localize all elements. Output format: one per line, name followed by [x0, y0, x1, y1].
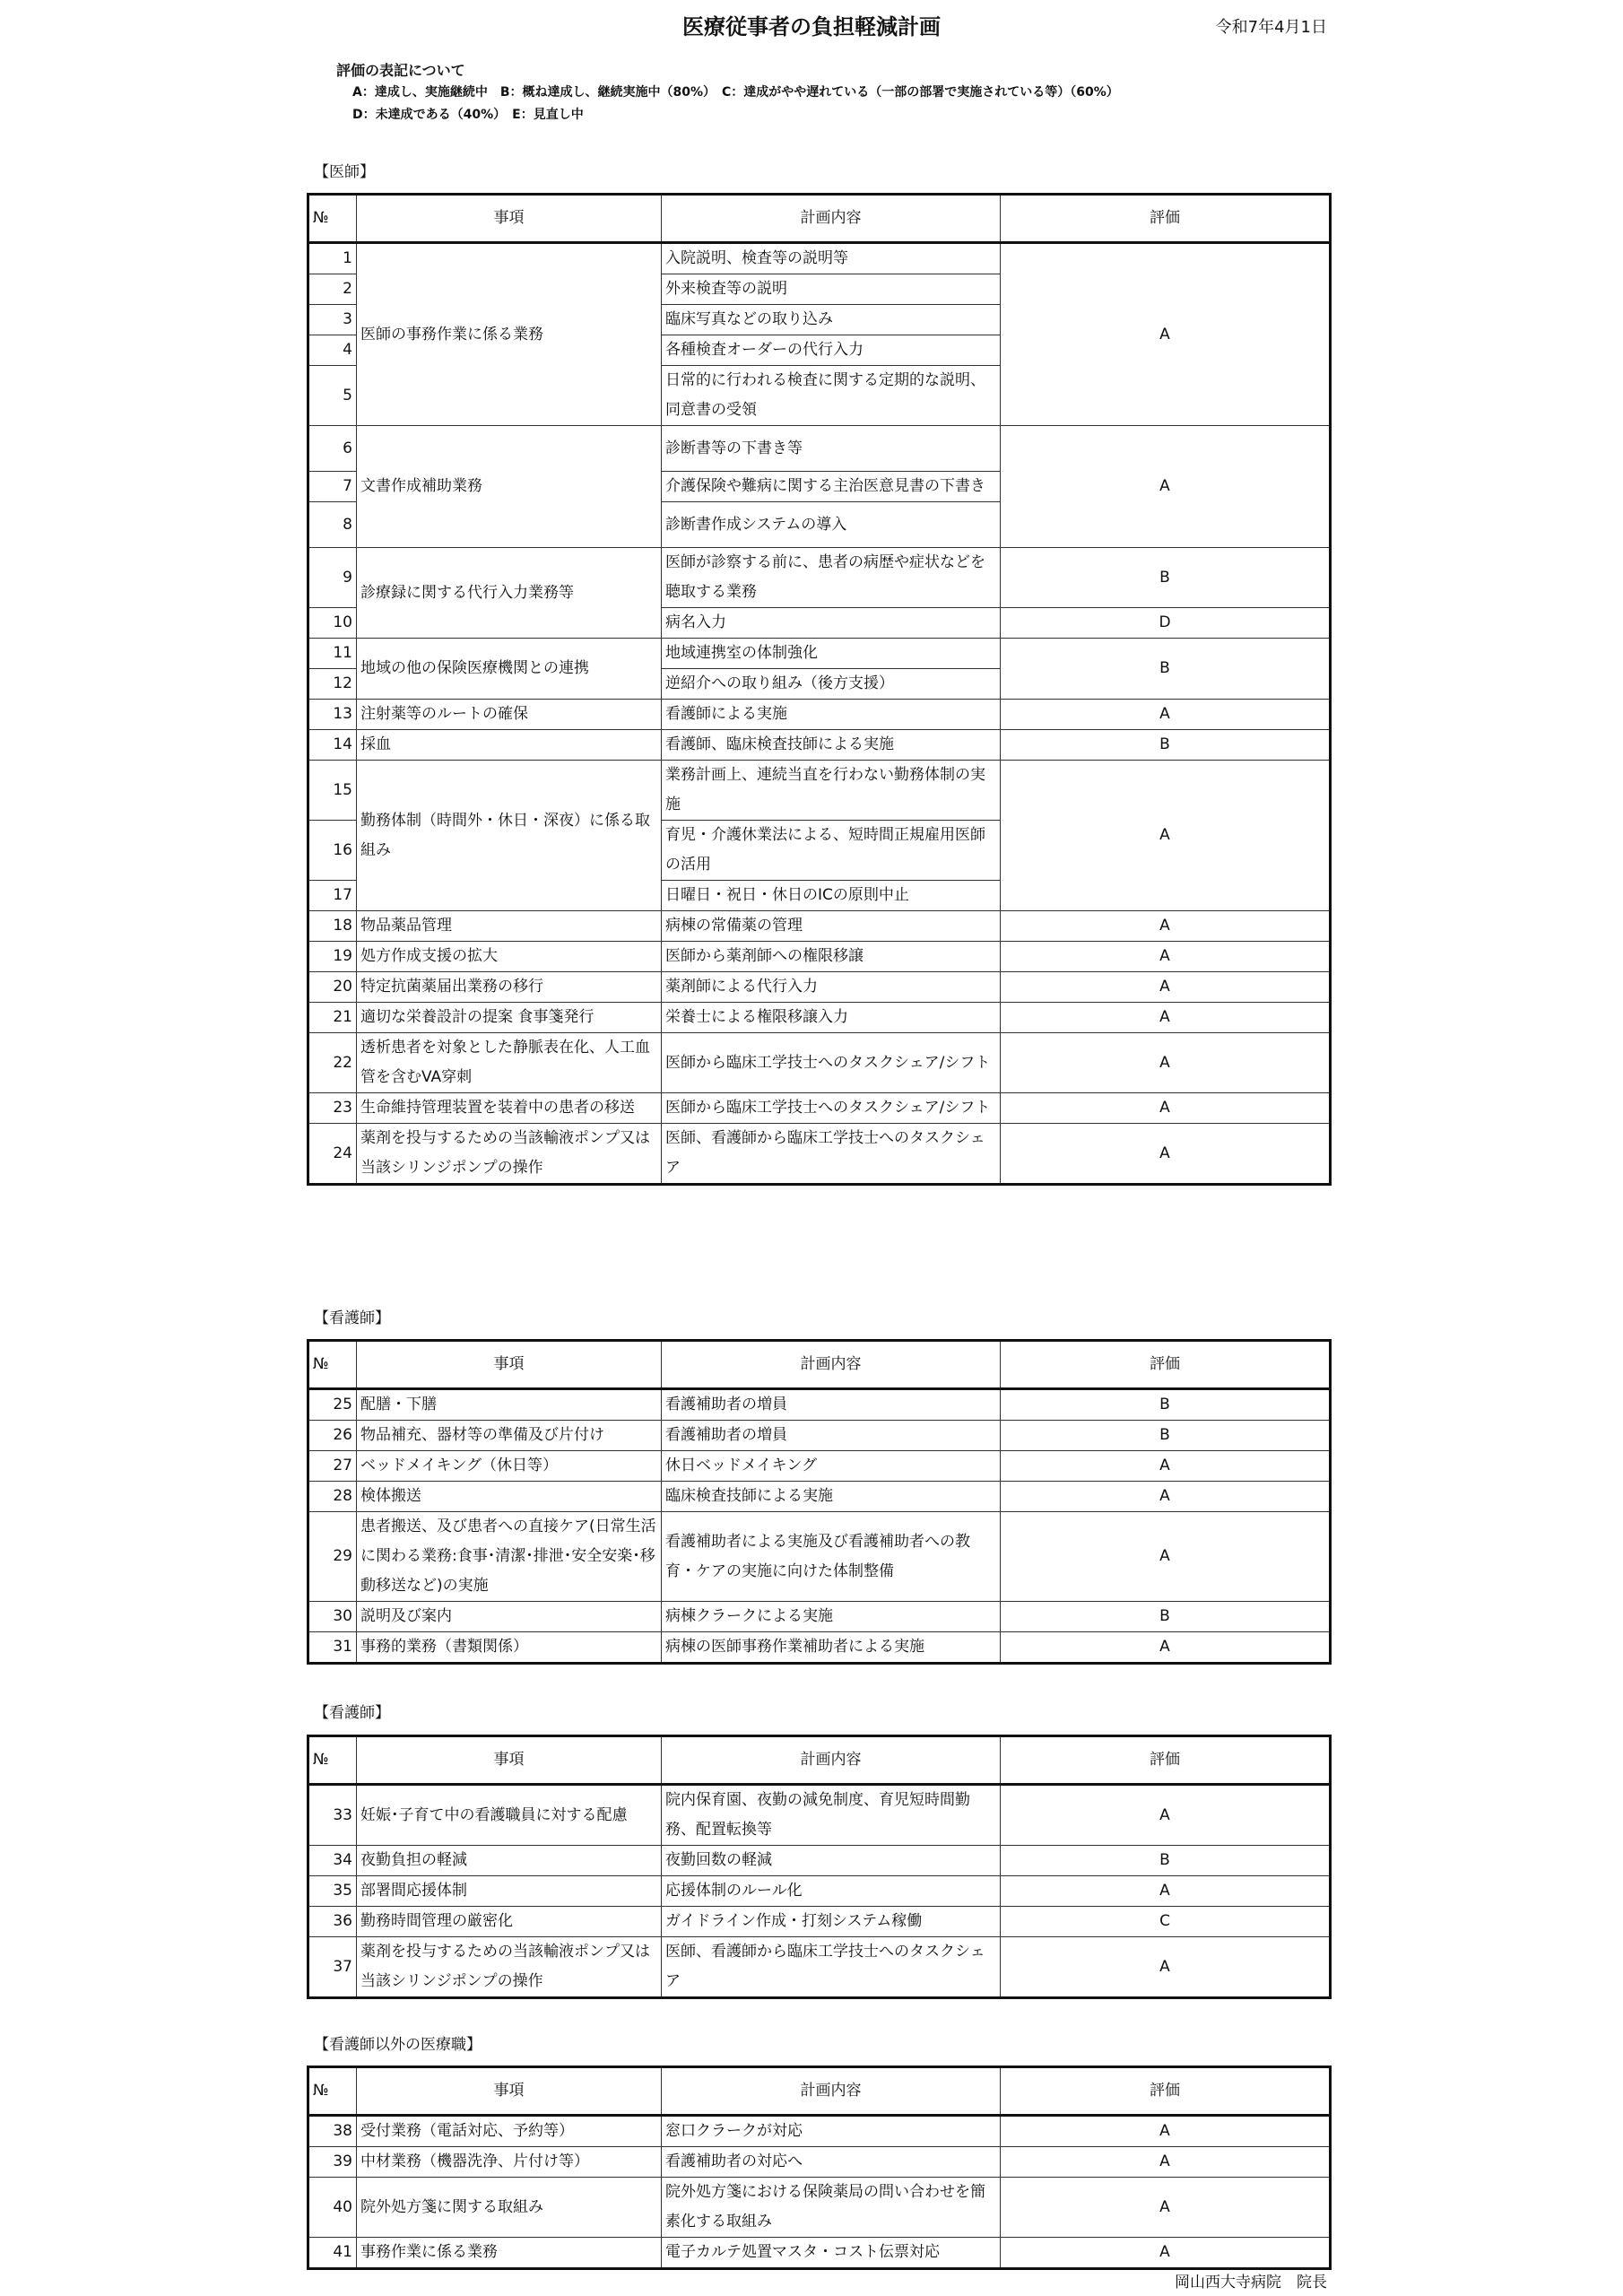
- header-eval: 評価: [1001, 195, 1331, 243]
- table-row: [308, 972, 1331, 1003]
- table-row: [308, 639, 1331, 669]
- row-plan: 医師から薬剤師への権限移譲: [662, 942, 1001, 972]
- row-plan: 介護保険や難病に関する主治医意見書の下書き: [662, 472, 1001, 502]
- row-no: 4: [308, 335, 357, 366]
- row-no: 15: [308, 761, 357, 821]
- row-item: 部署間応援体制: [357, 1876, 662, 1907]
- row-eval: D: [1001, 608, 1331, 639]
- row-eval: A: [1001, 972, 1331, 1003]
- row-eval: A: [1001, 1003, 1331, 1033]
- header-plan: 計画内容: [662, 195, 1001, 243]
- section-label-nurse: 【看護師】: [314, 1309, 390, 1327]
- row-plan: 病棟の医師事務作業補助者による実施: [662, 1632, 1001, 1664]
- row-plan: 応援体制のルール化: [662, 1876, 1001, 1907]
- row-plan: 栄養士による権限移譲入力: [662, 1003, 1001, 1033]
- row-plan: 病名入力: [662, 608, 1001, 639]
- table-nurse-2: [307, 1735, 1332, 1999]
- table-doctor: [307, 193, 1332, 1186]
- row-item: 説明及び案内: [357, 1602, 662, 1632]
- row-item: 注射薬等のルートの確保: [357, 700, 662, 730]
- row-no: 3: [308, 305, 357, 335]
- row-item: 処方作成支援の拡大: [357, 942, 662, 972]
- row-eval: A: [1001, 1876, 1331, 1907]
- table-row: [308, 730, 1331, 761]
- row-item: 検体搬送: [357, 1482, 662, 1512]
- header-item: 事項: [357, 1736, 662, 1785]
- row-eval: A: [1001, 426, 1331, 548]
- header-no: №: [308, 1341, 357, 1389]
- table-row: [308, 2147, 1331, 2178]
- header-plan: 計画内容: [662, 2067, 1001, 2116]
- table-row: [308, 1907, 1331, 1937]
- row-item: 適切な栄養設計の提案 食事箋発行: [357, 1003, 662, 1033]
- row-item: 物品薬品管理: [357, 911, 662, 942]
- table-nurse: [307, 1339, 1332, 1665]
- section-label-other-medical: 【看護師以外の医療職】: [314, 2036, 482, 2054]
- row-plan: 臨床検査技師による実施: [662, 1482, 1001, 1512]
- row-item: 地域の他の保険医療機関との連携: [357, 639, 662, 700]
- row-plan: 病棟クラークによる実施: [662, 1602, 1001, 1632]
- row-item: 透析患者を対象とした静脈表在化、人工血管を含むVA穿刺: [357, 1033, 662, 1093]
- row-no: 1: [308, 243, 357, 274]
- row-plan: 看護師、臨床検査技師による実施: [662, 730, 1001, 761]
- row-eval: A: [1001, 2147, 1331, 2178]
- table-row: [308, 1124, 1331, 1185]
- table-row: [308, 1876, 1331, 1907]
- table-row: [308, 1785, 1331, 1846]
- row-item: 物品補充、器材等の準備及び片付け: [357, 1421, 662, 1451]
- table-row: [308, 1389, 1331, 1421]
- header-item: 事項: [357, 2067, 662, 2116]
- row-plan: 看護補助者の増員: [662, 1389, 1001, 1421]
- row-no: 23: [308, 1093, 357, 1124]
- row-plan: 薬剤師による代行入力: [662, 972, 1001, 1003]
- row-plan: 外来検査等の説明: [662, 274, 1001, 305]
- row-eval: B: [1001, 730, 1331, 761]
- row-no: 34: [308, 1846, 357, 1876]
- table-row: [308, 1033, 1331, 1093]
- row-no: 26: [308, 1421, 357, 1451]
- row-eval: A: [1001, 2178, 1331, 2238]
- row-item: 生命維持管理装置を装着中の患者の移送: [357, 1093, 662, 1124]
- row-item: 勤務時間管理の厳密化: [357, 1907, 662, 1937]
- table-row: [308, 911, 1331, 942]
- footer-signature: 岡山西大寺病院 院長: [1175, 2274, 1327, 2292]
- header-no: №: [308, 2067, 357, 2116]
- row-no: 36: [308, 1907, 357, 1937]
- row-plan: 医師から臨床工学技士へのタスクシェア/シフト: [662, 1093, 1001, 1124]
- table-row: [308, 2238, 1331, 2269]
- row-plan: 育児・介護休業法による、短時間正規雇用医師の活用: [662, 821, 1001, 881]
- row-no: 8: [308, 502, 357, 548]
- row-eval: A: [1001, 1482, 1331, 1512]
- row-item: 院外処方箋に関する取組み: [357, 2178, 662, 2238]
- row-no: 24: [308, 1124, 357, 1185]
- row-eval: A: [1001, 1512, 1331, 1602]
- row-item: 薬剤を投与するための当該輸液ポンプ又は当該シリンジポンプの操作: [357, 1937, 662, 1998]
- row-no: 12: [308, 669, 357, 700]
- header-plan: 計画内容: [662, 1736, 1001, 1785]
- row-eval: A: [1001, 2238, 1331, 2269]
- row-plan: 臨床写真などの取り込み: [662, 305, 1001, 335]
- row-no: 31: [308, 1632, 357, 1664]
- row-plan: 夜勤回数の軽減: [662, 1846, 1001, 1876]
- row-eval: A: [1001, 942, 1331, 972]
- header-eval: 評価: [1001, 2067, 1331, 2116]
- header-eval: 評価: [1001, 1736, 1331, 1785]
- row-no: 14: [308, 730, 357, 761]
- row-item: 採血: [357, 730, 662, 761]
- row-no: 41: [308, 2238, 357, 2269]
- row-no: 40: [308, 2178, 357, 2238]
- row-no: 37: [308, 1937, 357, 1998]
- row-no: 33: [308, 1785, 357, 1846]
- row-no: 35: [308, 1876, 357, 1907]
- row-plan: 看護補助者の増員: [662, 1421, 1001, 1451]
- row-no: 27: [308, 1451, 357, 1482]
- row-eval: A: [1001, 1124, 1331, 1185]
- row-no: 21: [308, 1003, 357, 1033]
- table-row: [308, 1602, 1331, 1632]
- row-plan: 診断書等の下書き等: [662, 426, 1001, 472]
- row-no: 7: [308, 472, 357, 502]
- row-plan: 院外処方箋における保険薬局の問い合わせを簡素化する取組み: [662, 2178, 1001, 2238]
- row-plan: 医師、看護師から臨床工学技士へのタスクシェア: [662, 1937, 1001, 1998]
- row-plan: 病棟の常備薬の管理: [662, 911, 1001, 942]
- row-no: 29: [308, 1512, 357, 1602]
- header-eval: 評価: [1001, 1341, 1331, 1389]
- row-item: 医師の事務作業に係る業務: [357, 243, 662, 426]
- row-item: 配膳・下膳: [357, 1389, 662, 1421]
- table-row: [308, 1632, 1331, 1664]
- header-no: №: [308, 195, 357, 243]
- section-label-doctor: 【医師】: [314, 163, 375, 181]
- table-row: [308, 1093, 1331, 1124]
- table-row: [308, 1003, 1331, 1033]
- row-plan: 医師から臨床工学技士へのタスクシェア/シフト: [662, 1033, 1001, 1093]
- row-item: 勤務体制（時間外・休日・深夜）に係る取組み: [357, 761, 662, 911]
- row-eval: A: [1001, 700, 1331, 730]
- table-row: [308, 2116, 1331, 2147]
- row-eval: A: [1001, 1632, 1331, 1664]
- row-plan: 日常的に行われる検査に関する定期的な説明、同意書の受領: [662, 366, 1001, 426]
- row-no: 25: [308, 1389, 357, 1421]
- row-item: 夜勤負担の軽減: [357, 1846, 662, 1876]
- row-item: 受付業務（電話対応、予約等）: [357, 2116, 662, 2147]
- row-no: 11: [308, 639, 357, 669]
- row-eval: B: [1001, 1846, 1331, 1876]
- evaluation-legend: [336, 59, 1119, 126]
- row-plan: 看護補助者の対応へ: [662, 2147, 1001, 2178]
- row-no: 16: [308, 821, 357, 881]
- row-eval: A: [1001, 1451, 1331, 1482]
- row-eval: B: [1001, 548, 1331, 608]
- row-no: 28: [308, 1482, 357, 1512]
- row-no: 18: [308, 911, 357, 942]
- row-plan: 逆紹介への取り組み（後方支援）: [662, 669, 1001, 700]
- row-eval: C: [1001, 1907, 1331, 1937]
- document-date: 令和7年4月1日: [1215, 18, 1327, 37]
- table-row: [308, 700, 1331, 730]
- row-plan: 窓口クラークが対応: [662, 2116, 1001, 2147]
- table-other-medical: [307, 2066, 1332, 2270]
- row-no: 39: [308, 2147, 357, 2178]
- table-row: [308, 1482, 1331, 1512]
- row-plan: 医師が診察する前に、患者の病歴や症状などを聴取する業務: [662, 548, 1001, 608]
- row-no: 17: [308, 881, 357, 911]
- table-row: [308, 1512, 1331, 1602]
- table-header-row: [308, 2067, 1331, 2116]
- table-row: [308, 942, 1331, 972]
- row-item: 中材業務（機器洗浄、片付け等）: [357, 2147, 662, 2178]
- table-row: [308, 1846, 1331, 1876]
- row-item: ベッドメイキング（休日等）: [357, 1451, 662, 1482]
- row-plan: 電子カルテ処置マスタ・コスト伝票対応: [662, 2238, 1001, 2269]
- table-row: [308, 761, 1331, 821]
- table-header-row: [308, 1341, 1331, 1389]
- row-eval: A: [1001, 911, 1331, 942]
- row-no: 22: [308, 1033, 357, 1093]
- legend-line-1: A：達成し、実施継続中 B：概ね達成し、継続実施中（80%） C：達成がやや遅れている（一部の部署で実施されている等）（60%）: [352, 85, 1119, 100]
- row-no: 10: [308, 608, 357, 639]
- row-item: 患者搬送、及び患者への直接ケア(日常生活に関わる業務:食事･清潔･排泄･安全安楽･移動移送など)の実施: [357, 1512, 662, 1602]
- row-item: 診療録に関する代行入力業務等: [357, 548, 662, 639]
- row-eval: B: [1001, 1421, 1331, 1451]
- row-eval: A: [1001, 1033, 1331, 1093]
- row-eval: B: [1001, 1389, 1331, 1421]
- row-plan: 日曜日・祝日・休日のICの原則中止: [662, 881, 1001, 911]
- header-plan: 計画内容: [662, 1341, 1001, 1389]
- row-plan: 医師、看護師から臨床工学技士へのタスクシェア: [662, 1124, 1001, 1185]
- row-plan: 入院説明、検査等の説明等: [662, 243, 1001, 274]
- section-label-nurse-2: 【看護師】: [314, 1704, 390, 1722]
- row-no: 19: [308, 942, 357, 972]
- legend-heading: 評価の表記について: [336, 62, 465, 79]
- row-plan: 院内保育園、夜勤の減免制度、育児短時間勤務、配置転換等: [662, 1785, 1001, 1846]
- row-eval: A: [1001, 761, 1331, 911]
- row-no: 38: [308, 2116, 357, 2147]
- row-no: 9: [308, 548, 357, 608]
- legend-line-2: D：未達成である（40%） E：見直し中: [352, 108, 584, 122]
- row-item: 妊娠･子育て中の看護職員に対する配慮: [357, 1785, 662, 1846]
- row-no: 30: [308, 1602, 357, 1632]
- row-eval: B: [1001, 639, 1331, 700]
- document-title: 医療従事者の負担軽減計画: [682, 14, 941, 39]
- row-no: 13: [308, 700, 357, 730]
- header-item: 事項: [357, 195, 662, 243]
- header-item: 事項: [357, 1341, 662, 1389]
- row-eval: B: [1001, 1602, 1331, 1632]
- row-item: 事務作業に係る業務: [357, 2238, 662, 2269]
- row-no: 20: [308, 972, 357, 1003]
- table-row: [308, 1421, 1331, 1451]
- table-row: [308, 2178, 1331, 2238]
- table-row: [308, 426, 1331, 472]
- table-row: [308, 1451, 1331, 1482]
- row-no: 2: [308, 274, 357, 305]
- row-item: 特定抗菌薬届出業務の移行: [357, 972, 662, 1003]
- row-plan: 地域連携室の体制強化: [662, 639, 1001, 669]
- row-eval: A: [1001, 1093, 1331, 1124]
- row-item: 薬剤を投与するための当該輸液ポンプ又は当該シリンジポンプの操作: [357, 1124, 662, 1185]
- row-no: 5: [308, 366, 357, 426]
- table-row: [308, 1937, 1331, 1998]
- table-header-row: [308, 195, 1331, 243]
- row-plan: 看護補助者による実施及び看護補助者への教育・ケアの実施に向けた体制整備: [662, 1512, 1001, 1602]
- row-item: 文書作成補助業務: [357, 426, 662, 548]
- table-row: [308, 548, 1331, 608]
- row-plan: 診断書作成システムの導入: [662, 502, 1001, 548]
- table-row: [308, 243, 1331, 274]
- header-no: №: [308, 1736, 357, 1785]
- row-no: 6: [308, 426, 357, 472]
- row-plan: 業務計画上、連続当直を行わない勤務体制の実施: [662, 761, 1001, 821]
- table-header-row: [308, 1736, 1331, 1785]
- row-plan: ガイドライン作成・打刻システム稼働: [662, 1907, 1001, 1937]
- row-eval: A: [1001, 2116, 1331, 2147]
- row-plan: 各種検査オーダーの代行入力: [662, 335, 1001, 366]
- row-plan: 休日ベッドメイキング: [662, 1451, 1001, 1482]
- row-eval: A: [1001, 243, 1331, 426]
- row-eval: A: [1001, 1785, 1331, 1846]
- row-plan: 看護師による実施: [662, 700, 1001, 730]
- row-item: 事務的業務（書類関係）: [357, 1632, 662, 1664]
- row-eval: A: [1001, 1937, 1331, 1998]
